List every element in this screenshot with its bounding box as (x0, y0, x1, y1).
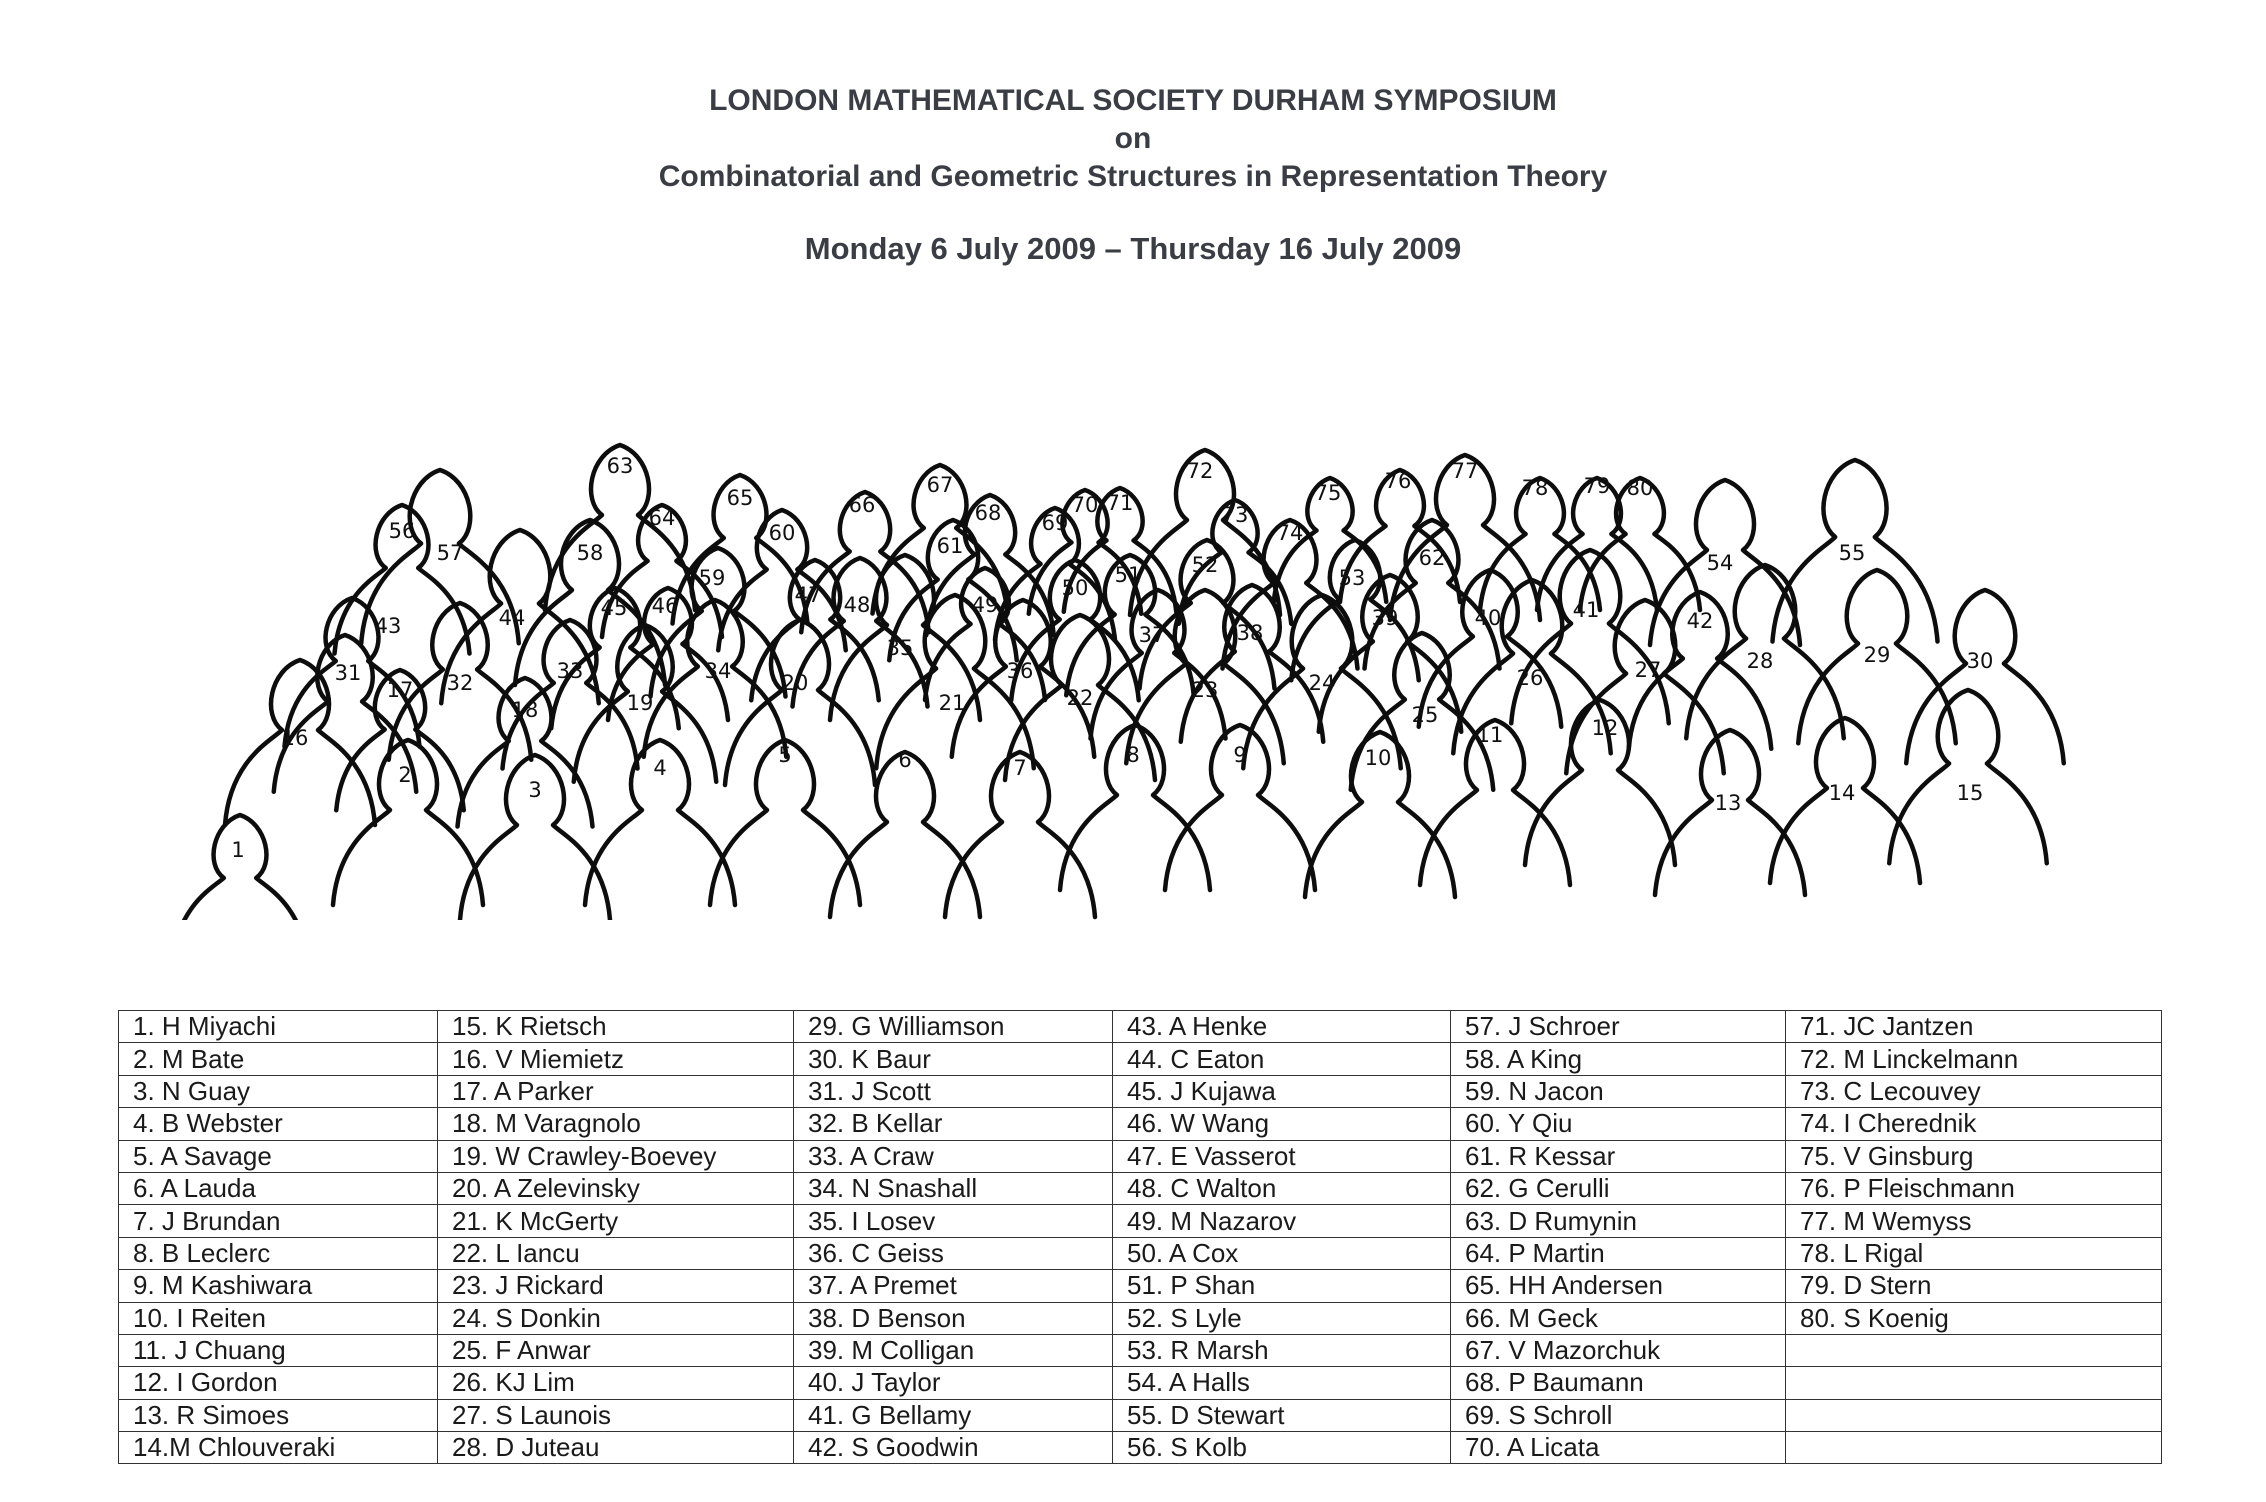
person-number: 53 (1338, 566, 1366, 590)
person-number: 61 (936, 534, 964, 558)
person-number: 32 (446, 671, 474, 695)
group-photo-key-drawing (0, 420, 2266, 920)
person-number: 20 (781, 671, 809, 695)
attendee-cell: 77. M Wemyss (1786, 1205, 2162, 1237)
attendee-cell: 34. N Snashall (794, 1172, 1113, 1204)
attendee-cell: 18. M Varagnolo (438, 1108, 794, 1140)
person-number: 28 (1746, 649, 1774, 673)
attendee-cell: 78. L Rigal (1786, 1237, 2162, 1269)
person-number: 51 (1114, 563, 1142, 587)
attendee-cell: 8. B Leclerc (119, 1237, 438, 1269)
attendee-cell: 46. W Wang (1113, 1108, 1451, 1140)
attendee-cell: 57. J Schroer (1451, 1011, 1786, 1043)
person-number: 44 (498, 606, 526, 630)
attendee-cell: 37. A Premet (794, 1270, 1113, 1302)
person-number: 3 (528, 778, 542, 802)
table-row (119, 1432, 2162, 1464)
person-number: 37 (1138, 623, 1166, 647)
person-number: 9 (1233, 743, 1247, 767)
person-number: 7 (1013, 756, 1027, 780)
attendee-cell: 9. M Kashiwara (119, 1270, 438, 1302)
person-number: 27 (1634, 658, 1662, 682)
attendee-cell: 33. A Craw (794, 1140, 1113, 1172)
attendee-cell: 74. I Cherednik (1786, 1108, 2162, 1140)
attendee-cell: 45. J Kujawa (1113, 1075, 1451, 1107)
person-number: 34 (704, 659, 732, 683)
person-number: 65 (726, 486, 754, 510)
person-outline (830, 752, 980, 917)
person-outline (173, 815, 308, 920)
attendee-cell: 27. S Launois (438, 1399, 794, 1431)
attendee-cell: 4. B Webster (119, 1108, 438, 1140)
attendee-cell: 51. P Shan (1113, 1270, 1451, 1302)
person-number: 33 (556, 659, 584, 683)
attendee-cell: 67. V Mazorchuk (1451, 1334, 1786, 1366)
attendee-cell: 28. D Juteau (438, 1432, 794, 1464)
attendee-cell (1786, 1367, 2162, 1399)
attendee-cell: 32. B Kellar (794, 1108, 1113, 1140)
person-number: 13 (1714, 791, 1742, 815)
attendee-cell: 59. N Jacon (1451, 1075, 1786, 1107)
person-outline (725, 620, 875, 785)
table-row (119, 1108, 2162, 1140)
attendee-cell: 15. K Rietsch (438, 1011, 794, 1043)
attendee-table (118, 1010, 2162, 1464)
person-number: 70 (1071, 493, 1099, 517)
person-number: 72 (1186, 459, 1214, 483)
person-number: 21 (938, 691, 966, 715)
attendee-cell: 60. Y Qiu (1451, 1108, 1786, 1140)
person-number: 10 (1364, 746, 1392, 770)
person-number: 39 (1371, 606, 1399, 630)
attendee-cell: 42. S Goodwin (794, 1432, 1113, 1464)
table-row (119, 1302, 2162, 1334)
attendee-cell: 35. I Losev (794, 1205, 1113, 1237)
person-number: 41 (1572, 598, 1600, 622)
title-connector: on (1114, 122, 1152, 155)
table-row (119, 1205, 2162, 1237)
attendee-cell: 12. I Gordon (119, 1367, 438, 1399)
person-number: 47 (794, 583, 822, 607)
attendee-cell (1786, 1432, 2162, 1464)
person-number: 14 (1828, 781, 1856, 805)
attendee-cell: 56. S Kolb (1113, 1432, 1451, 1464)
table-row (119, 1270, 2162, 1302)
attendee-cell: 52. S Lyle (1113, 1302, 1451, 1334)
attendee-cell: 68. P Baumann (1451, 1367, 1786, 1399)
attendee-cell: 49. M Nazarov (1113, 1205, 1451, 1237)
person-outline (274, 635, 417, 792)
attendee-cell: 22. L Iancu (438, 1237, 794, 1269)
person-number: 25 (1411, 703, 1439, 727)
attendee-cell: 39. M Colligan (794, 1334, 1113, 1366)
table-row (119, 1140, 2162, 1172)
attendee-cell: 44. C Eaton (1113, 1043, 1451, 1075)
person-number: 74 (1276, 521, 1304, 545)
person-number: 48 (843, 593, 871, 617)
table-row (119, 1011, 2162, 1043)
person-number: 40 (1474, 606, 1502, 630)
attendee-cell: 79. D Stern (1786, 1270, 2162, 1302)
attendee-cell: 75. V Ginsburg (1786, 1140, 2162, 1172)
person-number: 66 (848, 493, 876, 517)
person-number: 71 (1106, 491, 1134, 515)
person-number: 26 (1516, 666, 1544, 690)
attendee-cell: 64. P Martin (1451, 1237, 1786, 1269)
attendee-cell: 63. D Rumynin (1451, 1205, 1786, 1237)
person-number: 76 (1384, 469, 1412, 493)
attendee-cell: 47. E Vasserot (1113, 1140, 1451, 1172)
attendee-cell: 73. C Lecouvey (1786, 1075, 2162, 1107)
person-number: 73 (1221, 503, 1249, 527)
attendee-cell: 2. M Bate (119, 1043, 438, 1075)
person-number: 58 (576, 541, 604, 565)
person-number: 12 (1591, 716, 1619, 740)
person-number: 16 (281, 726, 309, 750)
person-number: 57 (436, 541, 464, 565)
person-number: 22 (1066, 686, 1094, 710)
attendee-cell: 69. S Schroll (1451, 1399, 1786, 1431)
attendee-cell: 19. W Crawley-Boevey (438, 1140, 794, 1172)
attendee-cell: 53. R Marsh (1113, 1334, 1451, 1366)
attendee-cell: 30. K Baur (794, 1043, 1113, 1075)
person-number: 79 (1583, 474, 1611, 498)
person-number: 15 (1956, 781, 1984, 805)
attendee-cell: 54. A Halls (1113, 1367, 1451, 1399)
person-number: 5 (778, 743, 792, 767)
attendee-cell: 20. A Zelevinsky (438, 1172, 794, 1204)
person-number: 31 (334, 661, 362, 685)
attendee-cell: 25. F Anwar (438, 1334, 794, 1366)
symposium-title: Combinatorial and Geometric Structures in Representation Theory (658, 160, 1608, 193)
table-row (119, 1334, 2162, 1366)
attendee-cell: 31. J Scott (794, 1075, 1113, 1107)
symposium-dates: Monday 6 July 2009 – Thursday 16 July 2009 (804, 231, 1462, 266)
person-number: 64 (648, 506, 676, 530)
person-number: 6 (898, 748, 912, 772)
person-outline (1889, 690, 2047, 863)
table-row (119, 1075, 2162, 1107)
person-number: 56 (388, 519, 416, 543)
attendee-cell: 65. HH Andersen (1451, 1270, 1786, 1302)
person-number: 78 (1521, 476, 1549, 500)
person-number: 36 (1006, 659, 1034, 683)
attendee-cell: 6. A Lauda (119, 1172, 438, 1204)
attendee-cell: 72. M Linckelmann (1786, 1043, 2162, 1075)
attendee-cell (1786, 1399, 2162, 1431)
person-number: 46 (651, 594, 679, 618)
person-number: 30 (1966, 649, 1994, 673)
society-title: LONDON MATHEMATICAL SOCIETY DURHAM SYMPOSIUM (709, 84, 1557, 117)
attendee-cell: 55. D Stewart (1113, 1399, 1451, 1431)
person-number: 62 (1418, 546, 1446, 570)
person-outline (503, 620, 638, 769)
attendee-cell: 38. D Benson (794, 1302, 1113, 1334)
attendee-cell: 17. A Parker (438, 1075, 794, 1107)
person-number: 49 (971, 593, 999, 617)
attendee-cell: 7. J Brundan (119, 1205, 438, 1237)
person-number: 75 (1314, 481, 1342, 505)
attendee-cell: 76. P Fleischmann (1786, 1172, 2162, 1204)
attendee-cell: 50. A Cox (1113, 1237, 1451, 1269)
person-number: 11 (1476, 723, 1504, 747)
person-number: 43 (374, 614, 402, 638)
person-number: 60 (768, 521, 796, 545)
attendee-cell: 5. A Savage (119, 1140, 438, 1172)
attendee-cell: 40. J Taylor (794, 1367, 1113, 1399)
table-row (119, 1237, 2162, 1269)
person-number: 42 (1686, 609, 1714, 633)
person-number: 18 (511, 698, 539, 722)
attendee-cell: 21. K McGerty (438, 1205, 794, 1237)
person-number: 19 (626, 691, 654, 715)
person-number: 45 (600, 596, 628, 620)
attendee-cell: 26. KJ Lim (438, 1367, 794, 1399)
attendee-cell: 36. C Geiss (794, 1237, 1113, 1269)
person-number: 38 (1236, 621, 1264, 645)
person-number: 17 (386, 678, 414, 702)
person-number: 35 (886, 636, 914, 660)
attendee-cell: 24. S Donkin (438, 1302, 794, 1334)
person-number: 63 (606, 454, 634, 478)
person-number: 2 (398, 763, 412, 787)
person-number: 77 (1451, 459, 1479, 483)
attendee-cell: 23. J Rickard (438, 1270, 794, 1302)
person-number: 23 (1191, 678, 1219, 702)
attendee-cell: 10. I Reiten (119, 1302, 438, 1334)
person-number: 52 (1191, 553, 1219, 577)
person-number: 69 (1041, 511, 1069, 535)
person-number: 59 (698, 566, 726, 590)
person-number: 67 (926, 473, 954, 497)
attendee-cell: 80. S Koenig (1786, 1302, 2162, 1334)
attendee-cell: 48. C Walton (1113, 1172, 1451, 1204)
document-header (0, 82, 2266, 268)
attendee-cell: 3. N Guay (119, 1075, 438, 1107)
attendee-cell: 13. R Simoes (119, 1399, 438, 1431)
person-number: 54 (1706, 551, 1734, 575)
person-number: 24 (1308, 671, 1336, 695)
attendee-cell: 11. J Chuang (119, 1334, 438, 1366)
table-row (119, 1172, 2162, 1204)
person-number: 8 (1126, 743, 1140, 767)
attendee-cell: 61. R Kessar (1451, 1140, 1786, 1172)
attendee-cell: 29. G Williamson (794, 1011, 1113, 1043)
attendee-cell: 16. V Miemietz (438, 1043, 794, 1075)
attendee-cell: 43. A Henke (1113, 1011, 1451, 1043)
person-number: 80 (1626, 476, 1654, 500)
attendee-cell: 1. H Miyachi (119, 1011, 438, 1043)
person-number: 55 (1838, 541, 1866, 565)
attendee-cell: 58. A King (1451, 1043, 1786, 1075)
person-number: 1 (231, 838, 245, 862)
table-row (119, 1367, 2162, 1399)
person-number: 50 (1061, 576, 1089, 600)
person-number: 29 (1863, 643, 1891, 667)
attendee-cell: 41. G Bellamy (794, 1399, 1113, 1431)
person-number: 4 (653, 756, 667, 780)
attendee-cell: 66. M Geck (1451, 1302, 1786, 1334)
person-number: 68 (974, 501, 1002, 525)
table-row (119, 1399, 2162, 1431)
table-row (119, 1043, 2162, 1075)
attendee-cell: 70. A Licata (1451, 1432, 1786, 1464)
attendee-cell: 62. G Cerulli (1451, 1172, 1786, 1204)
attendee-cell: 71. JC Jantzen (1786, 1011, 2162, 1043)
attendee-cell: 14.M Chlouveraki (119, 1432, 438, 1464)
attendee-cell (1786, 1334, 2162, 1366)
